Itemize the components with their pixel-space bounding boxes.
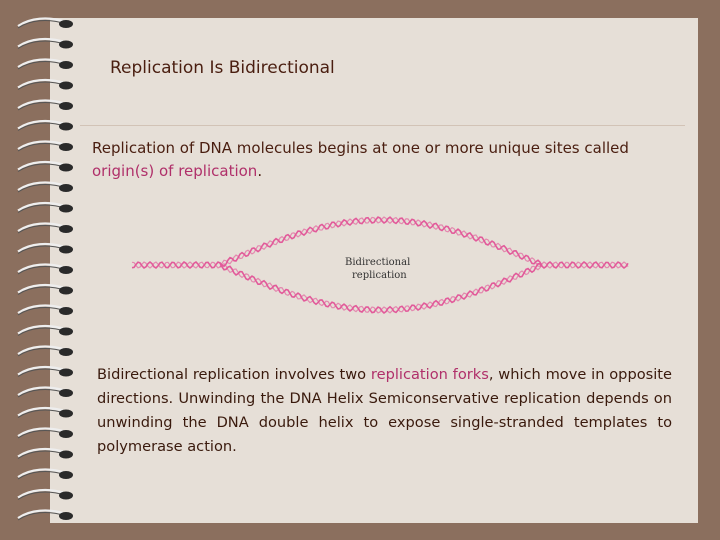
- bidirectional-replication-diagram: [130, 205, 630, 315]
- binding-ring: [18, 39, 73, 48]
- binding-ring: [18, 121, 73, 130]
- diagram-label-line2: replication: [352, 270, 407, 281]
- origin-of-replication-term: origin(s) of replication: [92, 162, 258, 180]
- binding-ring: [18, 224, 73, 233]
- title-divider: [80, 125, 685, 126]
- spiral-binding: [0, 0, 90, 540]
- binding-ring: [18, 285, 73, 294]
- binding-ring: [18, 101, 73, 110]
- binding-ring: [18, 347, 73, 356]
- binding-ring: [18, 490, 73, 499]
- binding-ring: [18, 326, 73, 335]
- binding-ring: [18, 142, 73, 151]
- diagram-label-line1: Bidirectional: [345, 257, 411, 268]
- binding-ring: [18, 244, 73, 253]
- intro-text-start: Replication of DNA molecules begins at one or more unique sites called: [92, 139, 629, 157]
- binding-ring: [18, 80, 73, 89]
- binding-ring: [18, 388, 73, 397]
- binding-ring: [18, 183, 73, 192]
- binding-ring: [18, 162, 73, 171]
- replication-forks-term: replication forks: [370, 366, 489, 383]
- forks-paragraph: [97, 363, 672, 459]
- binding-ring: [18, 60, 73, 69]
- slide-title: Replication Is Bidirectional: [110, 58, 335, 78]
- forks-text-end: , which move in opposite directions. Unwinding the DNA Helix Semiconservative replication depends on unwinding the DNA double helix to expose single-stranded templates to polymerase action.: [97, 366, 672, 455]
- binding-ring: [18, 470, 73, 479]
- binding-ring: [18, 408, 73, 417]
- binding-ring: [18, 511, 73, 520]
- binding-ring: [18, 306, 73, 315]
- forks-text-start: Bidirectional replication involves two: [97, 366, 371, 383]
- binding-ring: [18, 203, 73, 212]
- binding-ring: [18, 265, 73, 274]
- intro-text-end: .: [257, 162, 263, 180]
- binding-ring: [18, 367, 73, 376]
- binding-ring: [18, 429, 73, 438]
- binding-ring: [18, 449, 73, 458]
- intro-paragraph: [92, 137, 692, 183]
- binding-ring: [18, 19, 73, 28]
